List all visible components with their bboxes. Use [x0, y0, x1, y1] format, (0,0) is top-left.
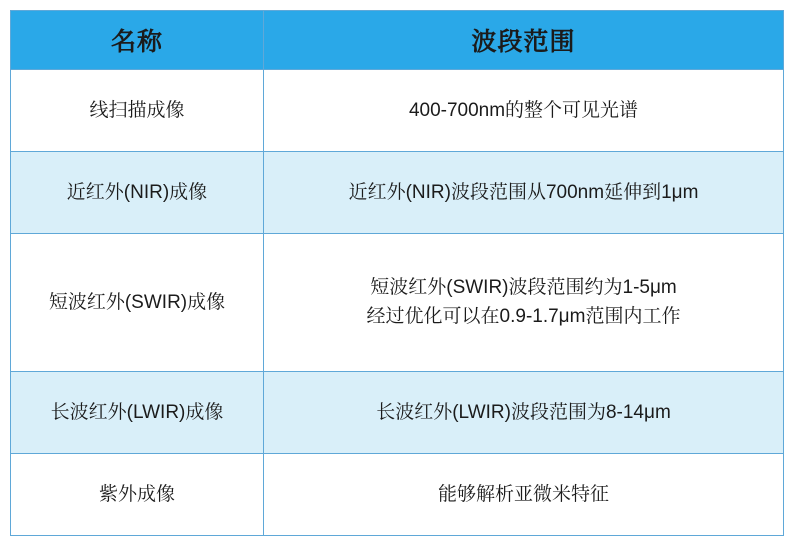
table-row — [11, 372, 784, 454]
column-header-name: 名称 — [11, 11, 264, 70]
column-header-range: 波段范围 — [264, 11, 784, 70]
cell-range — [264, 151, 784, 233]
cell-name: 紫外成像 — [11, 454, 264, 536]
cell-name: 长波红外(LWIR)成像 — [11, 372, 264, 454]
cell-range — [264, 233, 784, 372]
table-body — [11, 70, 784, 536]
table-header — [11, 11, 784, 70]
cell-name: 线扫描成像 — [11, 70, 264, 152]
cell-range — [264, 372, 784, 454]
table-row — [11, 233, 784, 372]
cell-range-line: 400‑700nm的整个可见光谱 — [408, 99, 639, 121]
cell-name: 近红外(NIR)成像 — [11, 151, 264, 233]
cell-range — [264, 70, 784, 152]
imaging-band-table — [10, 10, 784, 536]
cell-range-line: 短波红外(SWIR)波段范围约为1‑5μm — [370, 277, 677, 299]
table-row — [11, 151, 784, 233]
cell-range-line: 经过优化可以在0.9‑1.7μm范围内工作 — [366, 306, 681, 328]
table-row — [11, 70, 784, 152]
table-header-row — [11, 11, 784, 70]
cell-range — [264, 454, 784, 536]
cell-range-line: 长波红外(LWIR)波段范围为8‑14μm — [376, 402, 671, 423]
cell-range-line: 能够解析亚微米特征 — [437, 483, 609, 505]
cell-range-line: 近红外(NIR)波段范围从700nm延伸到1μm — [348, 181, 699, 203]
table-row — [11, 454, 784, 536]
cell-name: 短波红外(SWIR)成像 — [11, 233, 264, 372]
